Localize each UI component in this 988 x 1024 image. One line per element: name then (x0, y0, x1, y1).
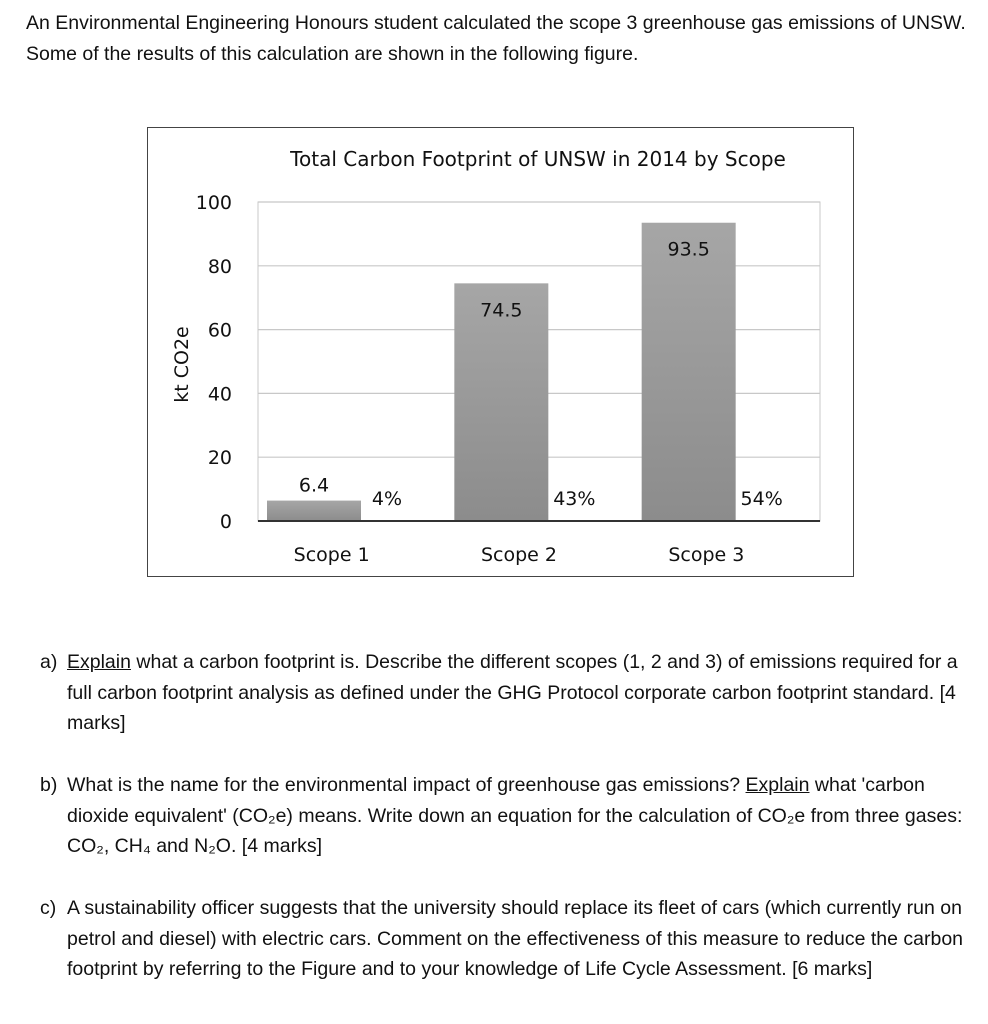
question-c-text: A sustainability officer suggests that the university should replace its fleet of cars (which currently run on petrol and diesel) with electric cars. Comment on the effectiveness of this measure to reduce the carbon footprint by referring to the Figure and to your knowledge of Life Cycle Assessment. [6 marks] (67, 897, 964, 980)
question-a-letter: a) (40, 651, 58, 673)
bar-value-label: 6.4 (298, 474, 330, 497)
y-tick-label: 100 (195, 192, 232, 214)
bar (267, 501, 361, 521)
chart-figure (147, 127, 854, 577)
question-a-body (67, 647, 975, 739)
question-c-letter: c) (40, 897, 57, 919)
bar-percent-label: 4% (371, 488, 403, 510)
y-tick-label: 80 (207, 255, 232, 278)
y-axis-label: kt CO2e (171, 326, 193, 403)
question-b-letter: b) (40, 774, 58, 796)
bar (642, 223, 736, 521)
intro-text: An Environmental Engineering Honours student calculated the scope 3 greenhouse gas emissions of UNSW. Some of the results of this calculation are shown in the following figure. (26, 12, 966, 65)
question-b-body (67, 770, 975, 862)
y-tick-label: 40 (207, 383, 232, 406)
question-b-text-1: What is the name for the environmental impact of greenhouse gas emissions? (67, 774, 746, 796)
x-tick-label: Scope 3 (668, 544, 745, 566)
question-a-text: what a carbon footprint is. Describe the different scopes (1, 2 and 3) of emissions required for a full carbon footprint analysis as defined under the GHG Protocol corporate carbon footprint standard. [4 marks] (67, 651, 958, 734)
x-tick-label: Scope 2 (480, 544, 558, 566)
question-b-keyword: Explain (745, 774, 810, 796)
question-c (40, 893, 975, 985)
y-tick-label: 0 (219, 511, 232, 533)
chart-title: Total Carbon Footprint of UNSW in 2014 by Scope (290, 147, 786, 171)
bar-value-label: 74.5 (480, 299, 523, 322)
x-tick-label: Scope 1 (293, 544, 370, 566)
question-b (40, 770, 975, 862)
bar-chart (148, 128, 855, 578)
y-tick-label: 20 (207, 447, 232, 470)
bar-value-label: 93.5 (667, 238, 710, 261)
question-b-text-2: what 'carbon dioxide equivalent' (CO₂e) means. Write down an equation for the calculation of CO₂e from three gases: CO₂, CH₄ and N₂O. [4 marks] (67, 774, 963, 857)
bar-percent-label: 43% (553, 488, 596, 510)
question-a (40, 647, 975, 739)
y-tick-label: 60 (207, 319, 232, 342)
bar-percent-label: 54% (740, 488, 783, 510)
question-a-keyword: Explain (67, 651, 131, 673)
